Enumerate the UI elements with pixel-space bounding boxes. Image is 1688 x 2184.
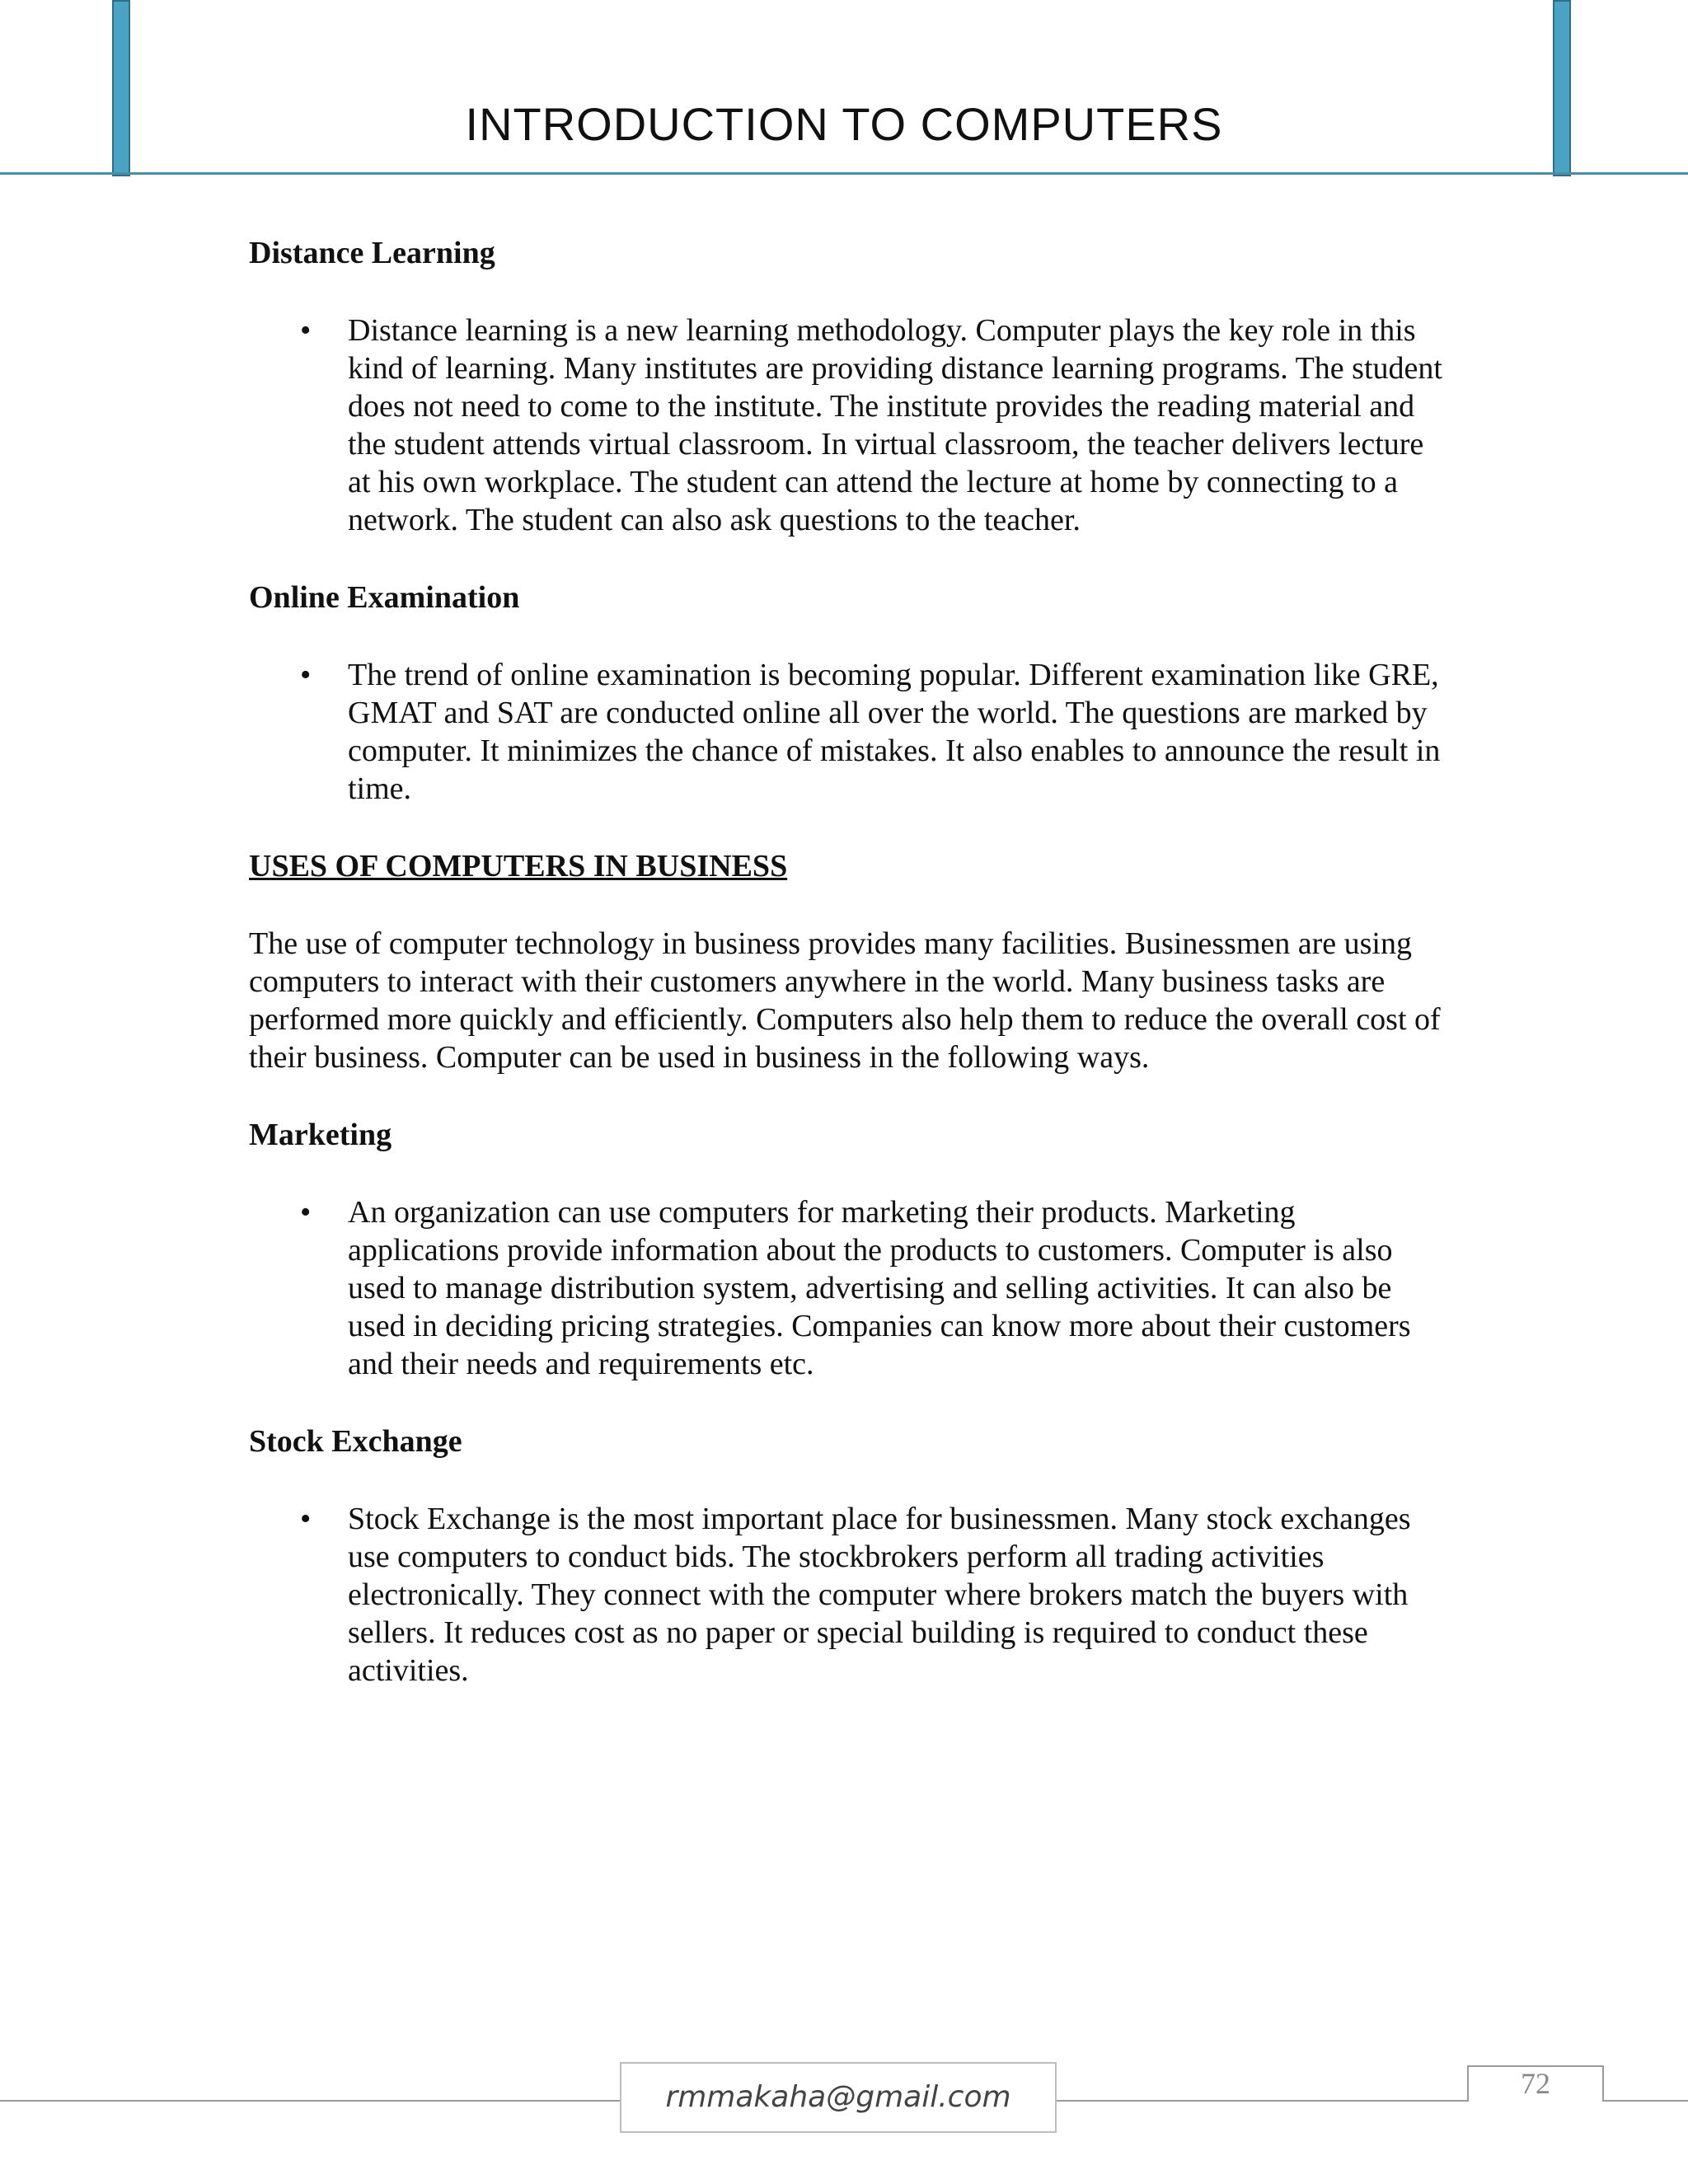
page-content (249, 234, 1452, 1729)
business-paragraph: The use of computer technology in business provides many facilities. Businessmen are using computers to interact with their customers anywhere in the world. Many business tasks are performed more quickly and efficiently. Computers also help them to reduce the overall cost of their business. Computer can be used in business in the following ways. (249, 926, 1441, 1075)
footer-line-middle (1057, 2100, 1467, 2102)
heading-stock-exchange: Stock Exchange (249, 1424, 462, 1459)
list-item (249, 1500, 1452, 1690)
heading-uses-in-business: USES OF COMPUTERS IN BUSINESS (249, 849, 788, 883)
page-number: 72 (1467, 2065, 1604, 2102)
bullet-icon: • (300, 1195, 312, 1230)
footer-line-left (0, 2100, 620, 2102)
bullet-text: Stock Exchange is the most important place for businessmen. Many stock exchanges use computers to conduct bids. The stockbrokers perform all trading activities electronically. They connect with the computer where brokers match the buyers with sellers. It reduces cost as no paper or special building is required to conduct these activities. (348, 1502, 1411, 1688)
list-item (249, 656, 1452, 808)
bullet-icon: • (300, 658, 312, 692)
bullet-text: Distance learning is a new learning methodology. Computer plays the key role in this kind of learning. Many institutes are providing distance learning programs. The student does not need to come to the institute. The institute provides the reading material and the student attends virtual classroom. In virtual classroom, the teacher delivers lecture at his own workplace. The student can attend the lecture at home by connecting to a network. The student can also ask questions to the teacher. (348, 313, 1442, 537)
heading-marketing: Marketing (249, 1118, 392, 1152)
heading-online-examination: Online Examination (249, 580, 520, 615)
bullet-icon: • (300, 1502, 312, 1536)
bullet-icon: • (300, 313, 312, 348)
bullet-text: An organization can use computers for marketing their products. Marketing applications provide information about the products to customers. Computer is also used to manage distribution system, advertising and selling activities. It can also be used in deciding pricing strategies. Companies can know more about their customers and their needs and requirements etc. (348, 1195, 1411, 1381)
footer-line-right (1604, 2100, 1688, 2102)
list-item (249, 1193, 1452, 1383)
header-divider (0, 172, 1688, 175)
list-item (249, 312, 1452, 539)
bullet-text: The trend of online examination is becoming popular. Different examination like GRE, GMAT and SAT are conducted online all over the world. The questions are marked by computer. It minimizes the chance of mistakes. It also enables to announce the result in time. (348, 658, 1441, 806)
footer-email: rmmakaha@gmail.com (620, 2062, 1057, 2133)
page-header-title: INTRODUCTION TO COMPUTERS (465, 98, 1223, 150)
heading-distance-learning: Distance Learning (249, 236, 495, 270)
